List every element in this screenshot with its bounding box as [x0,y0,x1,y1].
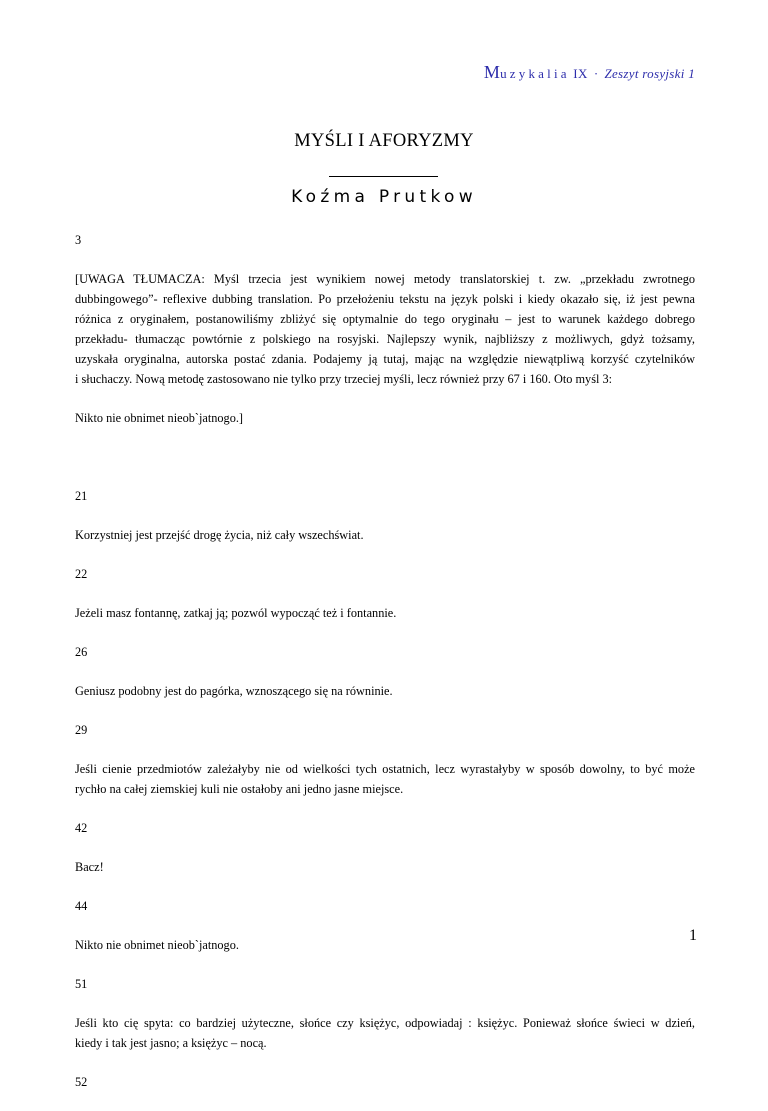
aphorism-text: Jeśli kto cię spyta: co bardziej użyteczne, słońce czy księżyc, odpowiadaj : księżyc. Ponieważ słońce świeci w dzień, [75,1016,695,1030]
aphorism-text: kiedy i tak jest jasno; a księżyc – nocą. [75,1036,267,1050]
aphorism-text: Jeśli cienie przedmiotów zależałyby nie od wielkości tych ostatnich, lecz wyrastałyby w sposób dowolny, to być może [75,762,695,776]
aphorism-text: Bacz! [75,860,104,874]
note-line: przekładu- tłumacząc powtórnie z polskiego na rosyjski. Najlepszy wynik, najbliższy z możliwych, gdyż tożsamy, [75,332,695,346]
note-number: 3 [75,233,82,247]
aphorism-text: rychło na całej ziemskiej kuli nie ostałoby ani jedno jasne miejsce. [75,782,404,796]
note-line: [UWAGA TŁUMACZA: Myśl trzecia jest wynikiem nowej metody translatorskiej t. zw. „przekładu zwrotnego [75,272,695,286]
aphorism-number: 26 [75,645,88,659]
aphorism-number: 44 [75,899,88,913]
note-closing: Nikto nie obnimet nieob`jatnogo.] [75,411,244,425]
issue-subtitle: Zeszyt rosyjski 1 [604,66,695,81]
journal-initial: M [483,62,501,82]
header-separator: · [593,66,599,81]
author-name: Koźma Prutkow [291,187,477,207]
aphorism-number: 29 [75,723,88,737]
aphorism-number: 51 [75,977,88,991]
issue-number: IX [573,66,588,81]
document-body [75,230,695,1111]
aphorism-text: Jeżeli masz fontannę, zatkaj ją; pozwól wypocząć też i fontannie. [75,606,397,620]
note-line: różnica z oryginałem, postanowiliśmy zbliżyć się optymalnie do tego oryginału – jest to warunek każdego dobrego [75,312,695,326]
title-divider [329,176,438,177]
note-line: i słuchaczy. Nową metodę zastosowano nie tylko przy trzeciej myśli, lecz również przy 67 i 160. Oto myśl 3: [75,372,613,386]
aphorism-text: Nikto nie obnimet nieob`jatnogo. [75,938,239,952]
journal-name: uzykalia [500,66,570,81]
aphorism-number: 21 [75,489,88,503]
page-title: MYŚLI I AFORYZMY [294,131,474,151]
aphorism-number: 42 [75,821,88,835]
page-number: 1 [689,927,697,944]
aphorism-number: 52 [75,1075,88,1089]
aphorism-text: Geniusz podobny jest do pagórka, wznoszącego się na równinie. [75,684,393,698]
note-line: uzyskała oryginalna, autorska postać zdania. Podajemy ją tutaj, mając na względzie niewątpliwą korzyść czytelników [75,352,695,366]
running-header [484,62,695,83]
aphorism-text: Korzystniej jest przejść drogę życia, niż cały wszechświat. [75,528,364,542]
aphorism-number: 22 [75,567,88,581]
note-line: dubbingowego”- reflexive dubbing translation. Po przełożeniu tekstu na język polski i kiedy okazało się, iż jest pewna [75,292,695,306]
